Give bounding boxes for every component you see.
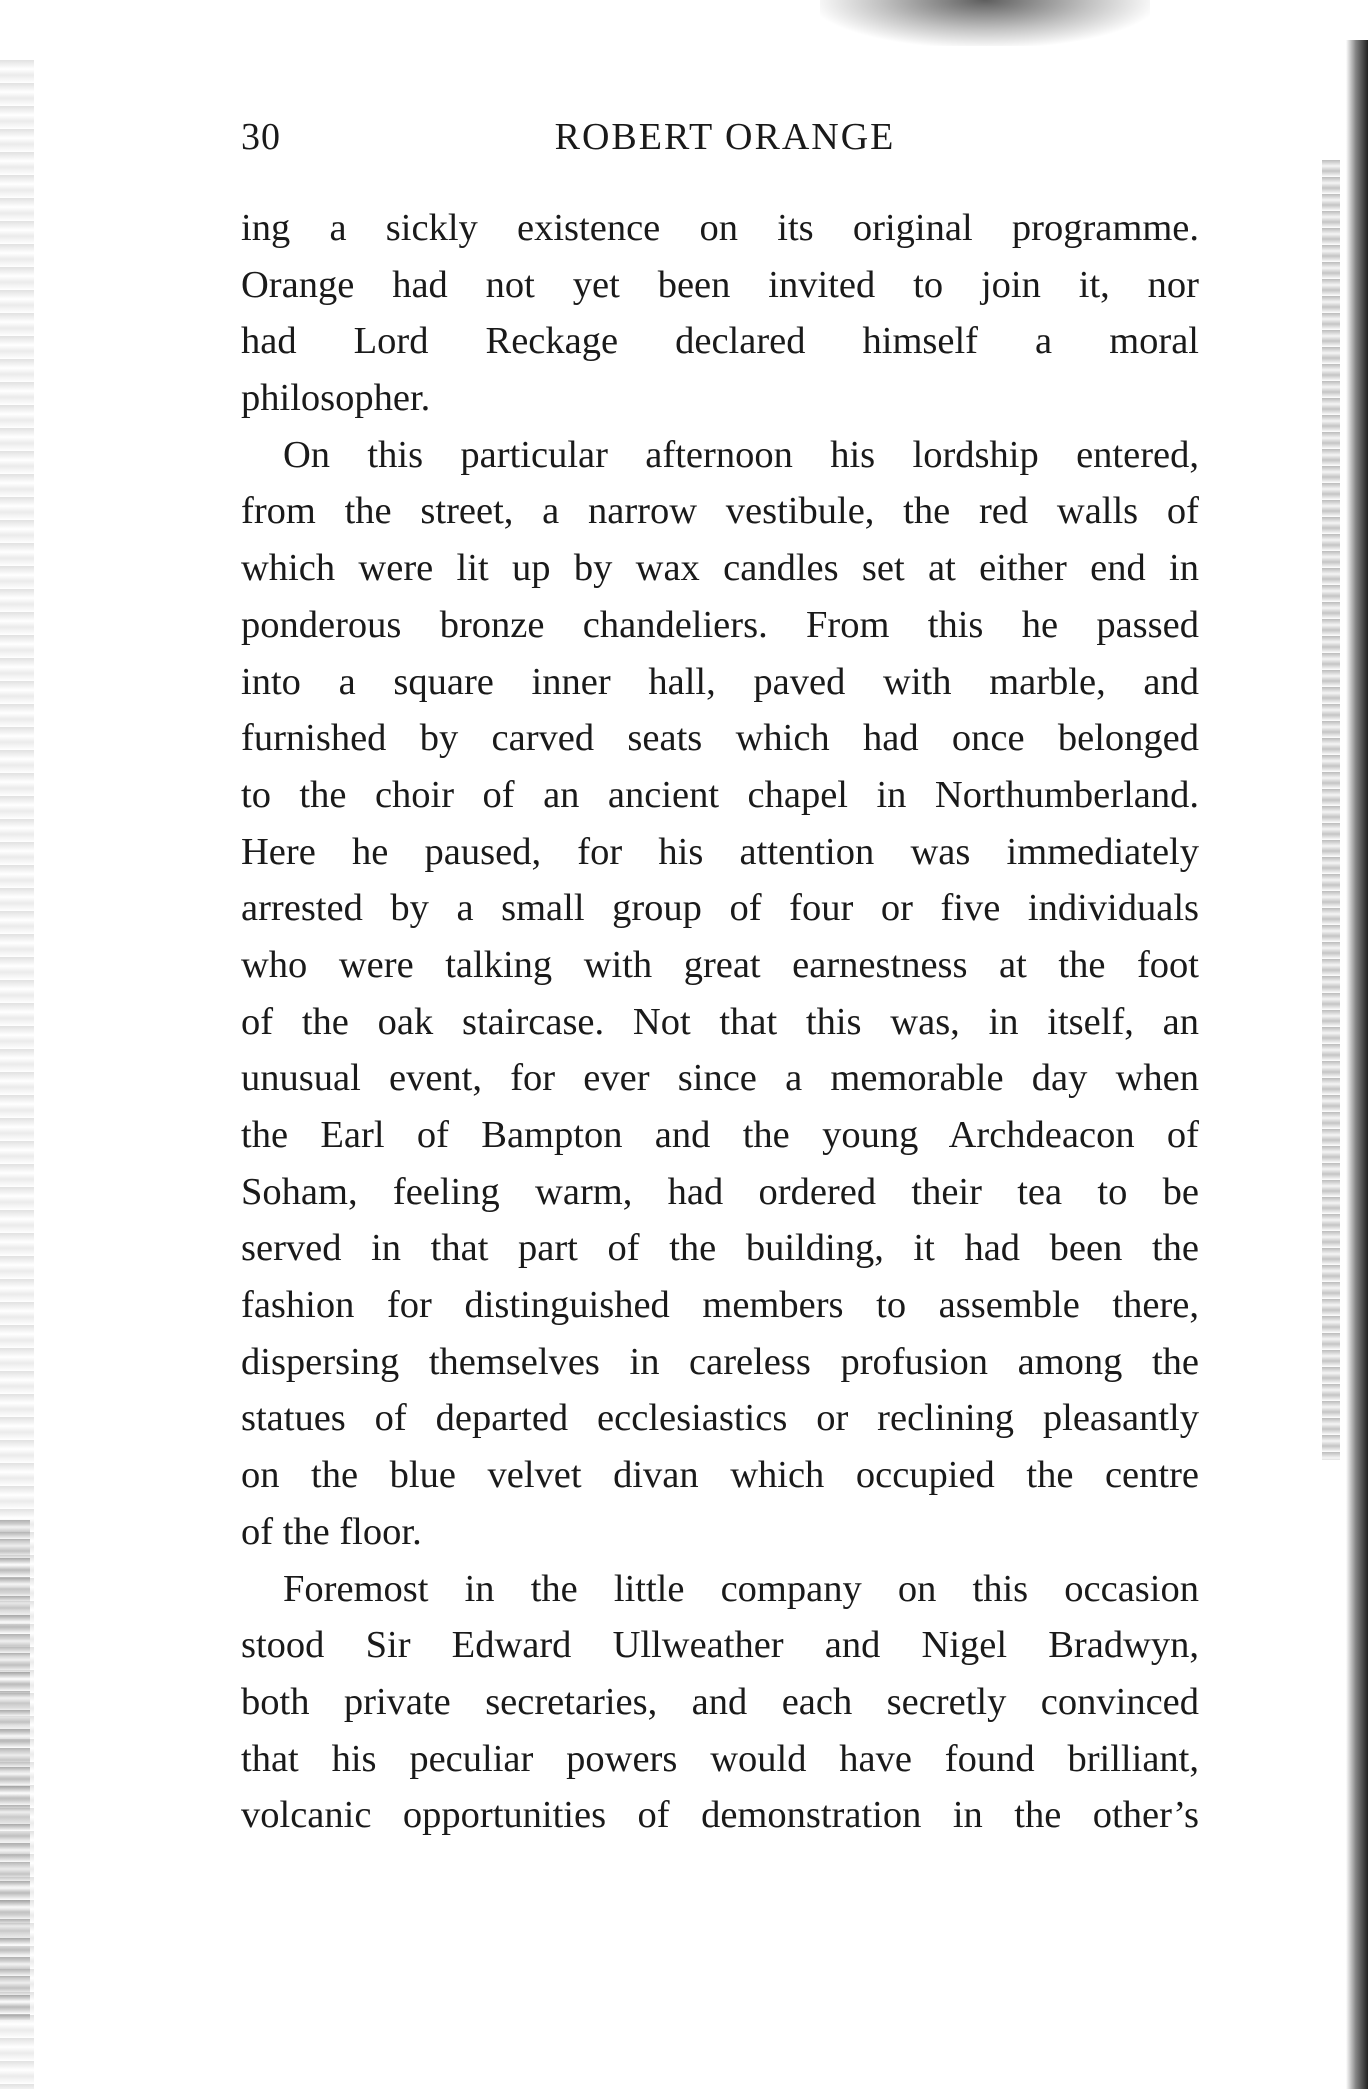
running-title: ROBERT ORANGE: [554, 116, 896, 158]
text-line: fashion for distinguished members to assemble there,: [241, 1284, 1199, 1327]
text-line: of the oak staircase. Not that this was, in itself, an: [241, 1000, 1199, 1043]
text-line: served in that part of the building, it had been the: [241, 1227, 1199, 1270]
text-line: Foremost in the little company on this occasion: [283, 1567, 1199, 1610]
text-line: volcanic opportunities of demonstration in the other’s: [241, 1794, 1199, 1837]
text-line: Here he paused, for his attention was immediately: [241, 830, 1199, 873]
text-line: the Earl of Bampton and the young Archdeacon of: [241, 1114, 1199, 1156]
scan-noise-right: [1322, 160, 1340, 1460]
page-header: [241, 112, 1199, 162]
text-line: philosopher.: [241, 377, 431, 420]
scan-shadow-top: [820, 0, 1150, 46]
text-line: furnished by carved seats which had once belonged: [241, 717, 1199, 760]
text-line: that his peculiar powers would have found brilliant,: [241, 1737, 1199, 1780]
text-line: on the blue velvet divan which occupied the centre: [241, 1454, 1199, 1497]
page-number: 30: [241, 116, 281, 158]
text-line: of the floor.: [241, 1510, 422, 1553]
text-line: which were lit up by wax candles set at either end in: [241, 547, 1199, 590]
scan-shadow-right-edge: [1346, 40, 1368, 2089]
text-line: both private secretaries, and each secretly convinced: [241, 1680, 1199, 1723]
text-line: Orange had not yet been invited to join it, nor: [241, 263, 1199, 306]
body-text: [241, 200, 1199, 1844]
text-line: statues of departed ecclesiastics or reclining pleasantly: [241, 1397, 1199, 1440]
text-line: ing a sickly existence on its original programme.: [241, 207, 1199, 249]
text-line: Soham, feeling warm, had ordered their tea to be: [241, 1170, 1199, 1213]
text-line: who were talking with great earnestness at the foot: [241, 943, 1199, 986]
text-line: arrested by a small group of four or five individuals: [241, 887, 1199, 930]
scan-noise-left-lower: [0, 1520, 30, 2020]
text-line: On this particular afternoon his lordship entered,: [283, 433, 1199, 476]
text-line: had Lord Reckage declared himself a moral: [241, 320, 1199, 363]
text-line: ponderous bronze chandeliers. From this he passed: [241, 603, 1199, 646]
text-line: stood Sir Edward Ullweather and Nigel Bradwyn,: [241, 1624, 1199, 1667]
text-line: to the choir of an ancient chapel in Northumberland.: [241, 773, 1199, 816]
text-line: into a square inner hall, paved with marble, and: [241, 660, 1199, 703]
text-line: from the street, a narrow vestibule, the red walls of: [241, 490, 1199, 533]
text-line: unusual event, for ever since a memorable day when: [241, 1057, 1199, 1100]
text-line: dispersing themselves in careless profusion among the: [241, 1340, 1199, 1383]
